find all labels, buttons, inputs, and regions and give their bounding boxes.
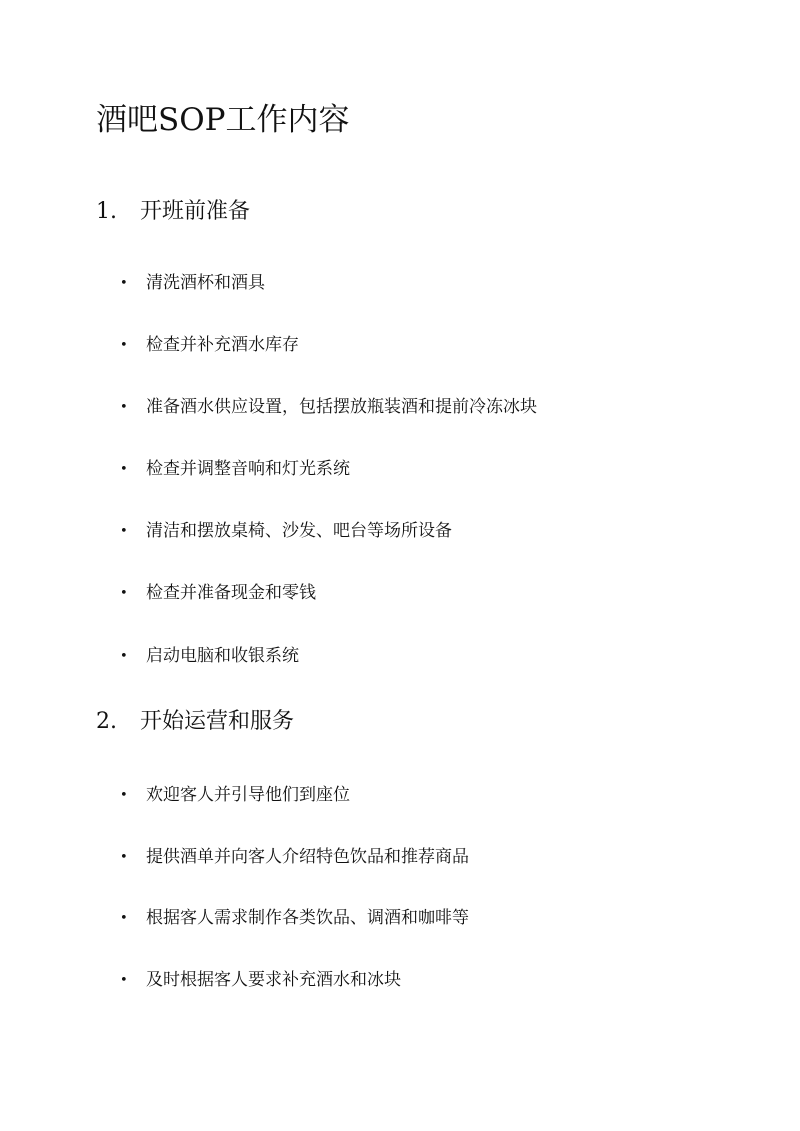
list-item <box>120 518 452 545</box>
section-number: 2. <box>96 709 117 734</box>
bullet-icon: • <box>120 788 128 803</box>
list-item-text: 检查并补充酒水库存 <box>146 335 299 355</box>
list-item-text: 及时根据客人要求补充酒水和冰块 <box>146 970 401 990</box>
list-item-text: 检查并准备现金和零钱 <box>146 583 316 603</box>
list-item <box>120 332 299 359</box>
list-item-text: 根据客人需求制作各类饮品、调酒和咖啡等 <box>146 908 469 928</box>
list-item <box>120 456 350 483</box>
list-item <box>120 580 316 607</box>
list-item <box>120 844 469 871</box>
bullet-icon: • <box>120 276 128 291</box>
list-item <box>120 905 469 932</box>
section-title: 开始运营和服务 <box>140 709 295 734</box>
bullet-icon: • <box>120 850 128 865</box>
section-title: 开班前准备 <box>140 199 251 224</box>
list-item <box>120 782 350 809</box>
list-item-text: 清洁和摆放桌椅、沙发、吧台等场所设备 <box>146 521 452 541</box>
bullet-icon: • <box>120 911 128 926</box>
list-item <box>120 967 401 994</box>
bullet-icon: • <box>120 973 128 988</box>
section-heading-2 <box>96 706 294 738</box>
document-title: 酒吧SOP工作内容 <box>96 102 350 138</box>
bullet-icon: • <box>120 338 128 353</box>
list-item-text: 检查并调整音响和灯光系统 <box>146 459 350 479</box>
list-item-text: 欢迎客人并引导他们到座位 <box>146 785 350 805</box>
bullet-icon: • <box>120 649 128 664</box>
list-item-text: 清洗酒杯和酒具 <box>146 273 265 293</box>
section-number: 1. <box>96 199 117 224</box>
bullet-icon: • <box>120 462 128 477</box>
bullet-icon: • <box>120 400 128 415</box>
list-item-text: 提供酒单并向客人介绍特色饮品和推荐商品 <box>146 847 469 867</box>
list-item <box>120 394 537 421</box>
list-item <box>120 270 265 297</box>
bullet-icon: • <box>120 524 128 539</box>
bullet-icon: • <box>120 586 128 601</box>
list-item-text: 启动电脑和收银系统 <box>146 646 299 666</box>
section-heading-1 <box>96 196 250 228</box>
list-item <box>120 643 299 670</box>
list-item-text: 准备酒水供应设置，包括摆放瓶装酒和提前冷冻冰块 <box>146 397 537 417</box>
